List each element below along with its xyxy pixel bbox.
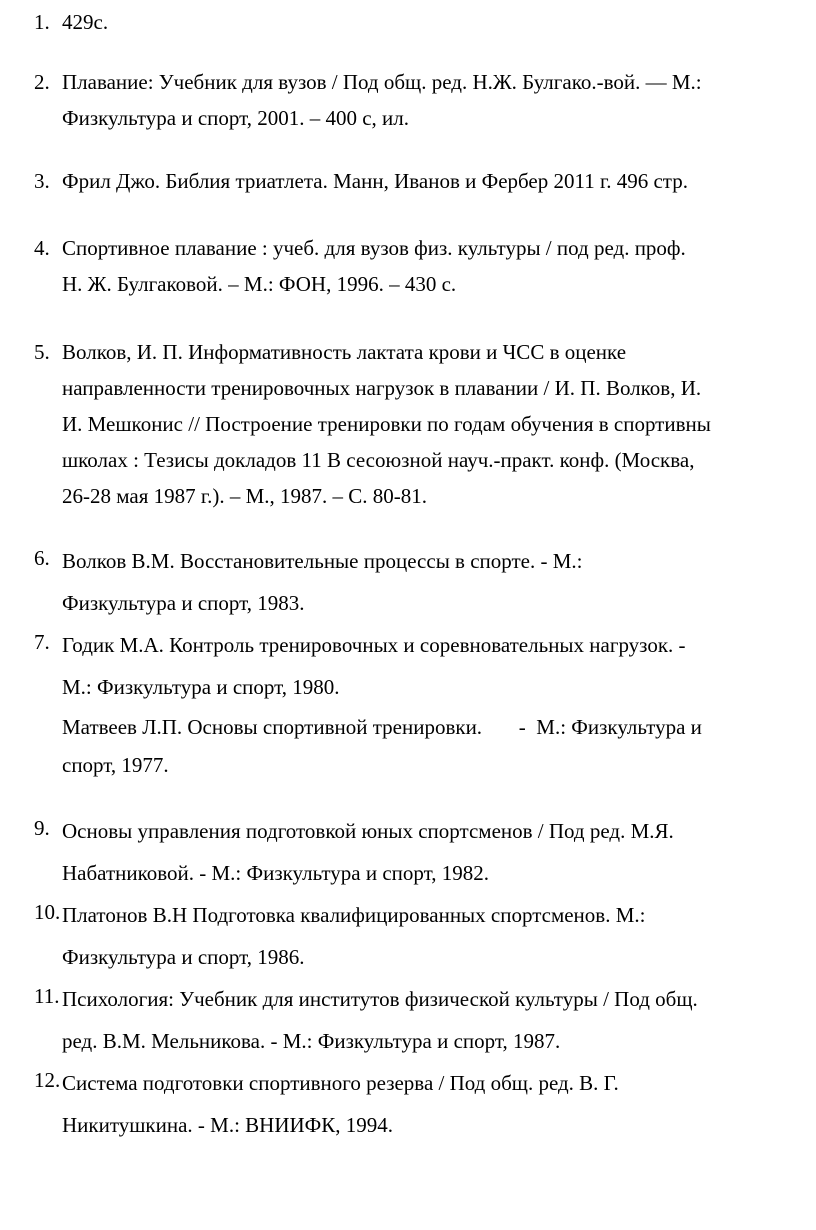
reference-text-line: Психология: Учебник для институтов физической культуры / Под общ. <box>62 987 698 1011</box>
reference-text-line: И. Мешконис // Построение тренировки по годам обучения в спортивны <box>62 412 711 436</box>
item-number: 4. <box>34 236 50 260</box>
reference-text-line: Годик М.А. Контроль тренировочных и соревновательных нагрузок. - <box>62 633 686 657</box>
item-number: 9. <box>34 816 50 840</box>
item-number: 5. <box>34 340 50 364</box>
reference-text-line: Спортивное плавание : учеб. для вузов физ. культуры / под ред. проф. <box>62 236 686 260</box>
reference-text-line: Волков В.М. Восстановительные процессы в спорте. - М.: <box>62 549 583 573</box>
reference-text-line: Н. Ж. Булгаковой. – М.: ФОН, 1996. – 430 с. <box>62 272 457 296</box>
reference-text-line: школах : Тезисы докладов 11 В сесоюзной науч.-практ. конф. (Москва, <box>62 448 695 472</box>
reference-text-line: М.: Физкультура и спорт, 1980. <box>62 675 340 699</box>
reference-text-line: Никитушкина. - М.: ВНИИФК, 1994. <box>62 1113 394 1137</box>
reference-text-line: спорт, 1977. <box>62 753 169 777</box>
item-number: 1. <box>34 10 50 34</box>
item-number: 11. <box>34 984 60 1008</box>
reference-text-line: Основы управления подготовкой юных спортсменов / Под ред. М.Я. <box>62 819 674 843</box>
reference-text-line: направленности тренировочных нагрузок в плавании / И. П. Волков, И. <box>62 376 702 400</box>
reference-text-line: ред. В.М. Мельникова. - М.: Физкультура и спорт, 1987. <box>62 1029 561 1053</box>
reference-text-line: 429с. <box>62 10 109 34</box>
reference-text-line: Физкультура и спорт, 1986. <box>62 945 305 969</box>
item-number: 2. <box>34 70 50 94</box>
item-number: 12. <box>34 1068 61 1092</box>
reference-text-line: Физкультура и спорт, 2001. – 400 с, ил. <box>62 106 409 130</box>
item-number: 6. <box>34 546 50 570</box>
reference-text-line: Набатниковой. - М.: Физкультура и спорт, 1982. <box>62 861 489 885</box>
reference-text-line: Платонов В.Н Подготовка квалифицированных спортсменов. М.: <box>62 903 646 927</box>
item-number: 3. <box>34 169 50 193</box>
reference-text-line: Матвеев Л.П. Основы спортивной тренировки. - М.: Физкультура и <box>62 715 702 739</box>
reference-text-line: Волков, И. П. Информативность лактата крови и ЧСС в оценке <box>62 340 627 364</box>
reference-text-line: Физкультура и спорт, 1983. <box>62 591 305 615</box>
reference-text-line: Плавание: Учебник для вузов / Под общ. ред. Н.Ж. Булгако.-вой. — М.: <box>62 70 702 94</box>
reference-text-line: Система подготовки спортивного резерва / Под общ. ред. В. Г. <box>62 1071 619 1095</box>
reference-text-line: Фрил Джо. Библия триатлета. Манн, Иванов и Фербер 2011 г. 496 стр. <box>62 169 688 193</box>
item-number: 10. <box>34 900 61 924</box>
item-number: 7. <box>34 630 50 654</box>
reference-text-line: 26-28 мая 1987 г.). – М., 1987. – С. 80-81. <box>62 484 428 508</box>
